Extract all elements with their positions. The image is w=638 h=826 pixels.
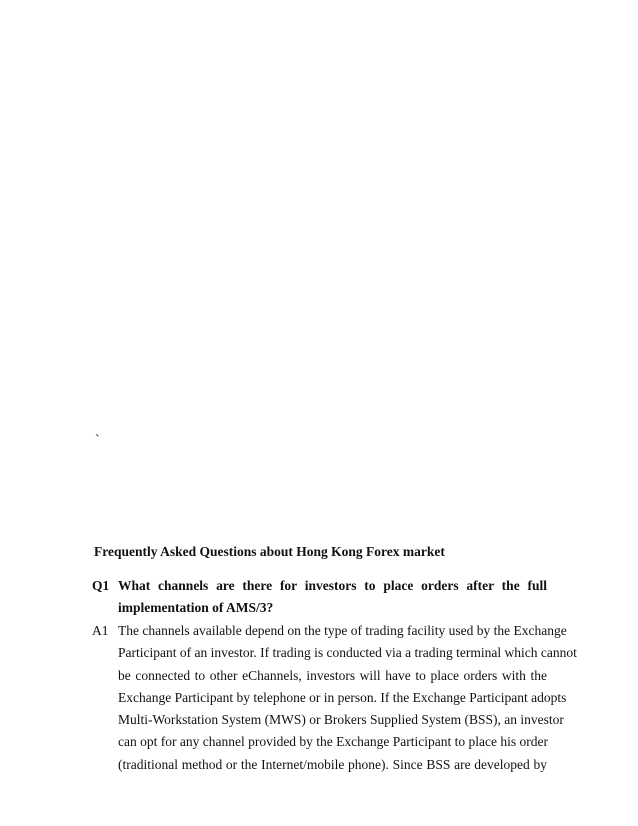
answer-line: Participant of an investor. If trading is conducted via a trading terminal which cannot	[118, 645, 577, 661]
question-line: implementation of AMS/3?	[118, 600, 274, 616]
answer-number: A1	[92, 623, 109, 638]
answer-line: (traditional method or the Internet/mobile phone). Since BSS are developed by	[118, 756, 547, 772]
answer-line: be connected to other eChannels, investors will have to place orders with the	[118, 667, 547, 683]
answer-line: Exchange Participant by telephone or in person. If the Exchange Participant adopts	[118, 689, 567, 705]
answer-text	[118, 620, 577, 776]
question-q1	[92, 575, 547, 620]
answer-a1	[92, 620, 577, 776]
answer-line: The channels available depend on the type of trading facility used by the Exchange	[118, 623, 567, 638]
question-text	[118, 575, 547, 620]
answer-line: Multi-Workstation System (MWS) or Brokers Supplied System (BSS), an investor	[118, 712, 564, 728]
question-number: Q1	[92, 578, 110, 593]
question-line: What channels are there for investors to place orders after the full	[118, 578, 547, 593]
faq-title: Frequently Asked Questions about Hong Kong Forex market	[94, 544, 445, 559]
stray-mark: `	[95, 433, 100, 448]
answer-line: can opt for any channel provided by the Exchange Participant to place his order	[118, 734, 548, 750]
